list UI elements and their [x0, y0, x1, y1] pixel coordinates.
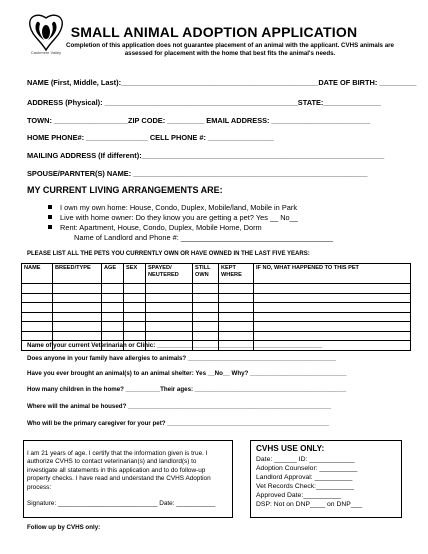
- question-children[interactable]: How many children in the home? __________Their ages: ____________________________________________: [27, 386, 347, 393]
- question-caregiver[interactable]: Who will be the primary caregiver for your pet? _______________________________________________: [27, 420, 330, 427]
- office-use-approved: Approved Date:__________: [256, 492, 342, 499]
- col-what-happened: IF NO, WHAT HAPPENED TO THIS PET: [254, 264, 411, 284]
- table-row[interactable]: [22, 303, 411, 313]
- office-use-landlord: Landlord Approval: __________: [256, 474, 353, 481]
- town-field[interactable]: TOWN: __________________ZIP CODE: _________ EMAIL ADDRESS: ________________________: [27, 116, 371, 125]
- living-heading: MY CURRENT LIVING ARRANGEMENTS ARE:: [27, 185, 223, 195]
- landlord-field[interactable]: Name of Landlord and Phone #: _____________________________________: [74, 233, 333, 242]
- svg-text:Cashmere Valley: Cashmere Valley: [30, 50, 62, 55]
- office-use-dnp: DSP: Not on DNP____ on DNP___: [256, 501, 363, 508]
- table-row[interactable]: [22, 284, 411, 294]
- table-row[interactable]: [22, 322, 411, 332]
- col-breed: BREED/TYPE: [53, 264, 102, 284]
- page-subtitle: Completion of this application does not guarantee placement of an animal with the applicant. CVHS animals are assessed for placement with the home that best fits the animal's needs.: [66, 42, 394, 57]
- col-name: NAME: [22, 264, 53, 284]
- signature-field[interactable]: Signature: ____________________________ Date: ___________: [27, 500, 216, 507]
- checkbox-icon[interactable]: [48, 215, 52, 219]
- question-housed[interactable]: Where will the animal be housed? ___________________________________________________________: [27, 403, 332, 410]
- mailing-address-field[interactable]: MAILING ADDRESS (If different):___________________________________________________________: [27, 151, 385, 160]
- checkbox-icon[interactable]: [48, 205, 52, 209]
- col-age: AGE: [102, 264, 124, 284]
- living-option-homeowner[interactable]: Live with home owner: Do they know you are getting a pet? Yes __ No__: [48, 213, 298, 222]
- office-use-date: Date: ______ ID: ____________: [256, 456, 355, 463]
- office-use-counselor: Adoption Counselor: __________: [256, 465, 358, 472]
- followup-label: Follow up by CVHS only:: [27, 524, 101, 531]
- certification-text: I am 21 years of age. I certify that the information given is true. I authorize CVHS to contact veterinarian(s) and landlord(s) to investigate all statements in this application and to do follow-up property checks. I have read and understand the CVHS Adoption process:: [27, 450, 211, 491]
- col-kept-where: KEPT WHERE: [219, 264, 254, 284]
- living-option-rent[interactable]: Rent: Apartment, House, Condo, Duplex, Mobile Home, Dorm: [48, 223, 262, 232]
- pets-table: [21, 263, 411, 351]
- question-allergies[interactable]: Does anyone in your family have allergies to animals? ___________________________________________: [27, 355, 336, 362]
- name-field[interactable]: NAME (First, Middle, Last):________________________________________________DATE OF BIRTH: _________: [27, 78, 417, 87]
- table-row[interactable]: [22, 331, 411, 341]
- page-title: SMALL ANIMAL ADOPTION APPLICATION: [70, 24, 358, 40]
- checkbox-icon[interactable]: [48, 225, 52, 229]
- table-row[interactable]: [22, 312, 411, 322]
- spouse-name-field[interactable]: SPOUSE/PARNTER(S) NAME: _________________________________________________________: [27, 169, 368, 178]
- phone-field[interactable]: HOME PHONE#: _______________ CELL PHONE #: ________________: [27, 133, 274, 142]
- office-use-heading: CVHS USE ONLY:: [256, 444, 325, 453]
- living-option-own[interactable]: I own my own home: House, Condo, Duplex, Mobile/land, Mobile in Park: [48, 203, 297, 212]
- pets-instruction: PLEASE LIST ALL THE PETS YOU CURRENTLY OWN OR HAVE OWNED IN THE LAST FIVE YEARS:: [27, 251, 310, 257]
- office-use-vet: Vet Records Check:__________: [256, 483, 354, 490]
- question-shelter[interactable]: Have you ever brought an animal(s) to an animal shelter: Yes __No__ Why? ____________________________: [27, 370, 347, 377]
- address-field[interactable]: ADDRESS (Physical): _______________________________________________STATE:______________: [27, 98, 381, 107]
- col-still-own: STILL OWN: [193, 264, 219, 284]
- col-sex: SEX: [124, 264, 146, 284]
- table-row[interactable]: [22, 293, 411, 303]
- question-veterinarian[interactable]: Name of your current Veterinarian or Clinic: ________________________________________________: [27, 342, 323, 349]
- col-spayed: SPAYED/ NEUTERED: [146, 264, 193, 284]
